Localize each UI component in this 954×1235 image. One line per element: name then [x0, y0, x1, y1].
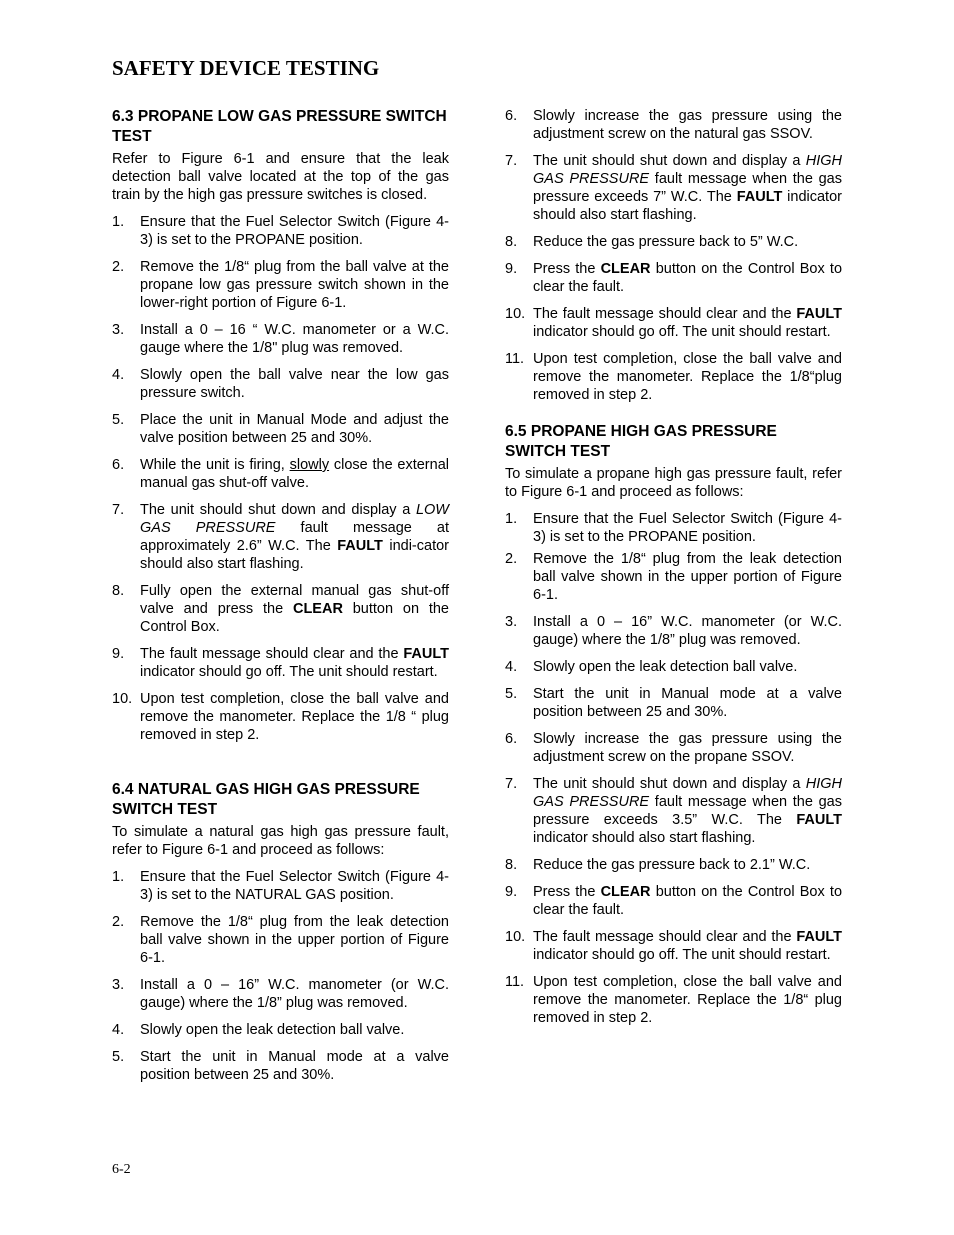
text-run: indi-cator should also start flashing. [140, 538, 449, 572]
list-item [505, 107, 842, 143]
section-6-4-continued [505, 107, 842, 404]
step-text: Install a 0 – 16” W.C. manometer (or W.C. gauge) where the 1/8” plug was removed. [533, 614, 842, 648]
text-run: Press the [533, 884, 601, 900]
section-intro: To simulate a propane high gas pressure fault, refer to Figure 6-1 and proceed as follows: [505, 466, 842, 500]
step-number: 10. [112, 691, 133, 707]
step-text: Install a 0 – 16 “ W.C. manometer or a W.C. gauge where the 1/8" plug was removed. [140, 322, 449, 356]
section-6-4 [112, 780, 449, 1084]
step-text: Slowly increase the gas pressure using the adjustment screw on the propane SSOV. [533, 731, 842, 765]
list-item [112, 1021, 449, 1039]
text-run: indicator should also start flashing. [533, 830, 756, 846]
list-item [112, 913, 449, 967]
text-run: The fault message should clear and the [533, 306, 797, 322]
step-number: 9. [505, 261, 518, 277]
step-text: Slowly increase the gas pressure using the adjustment screw on the natural gas SSOV. [533, 108, 842, 142]
section-6-5 [505, 422, 842, 1027]
section-heading: 6.3 PROPANE LOW GAS PRESSURE SWITCH TEST [112, 108, 447, 145]
text-run: close the external manual gas shut-off valve. [140, 457, 449, 491]
list-item [112, 582, 449, 636]
italic-text: HIGH GAS PRESSURE [533, 153, 842, 187]
list-item [505, 973, 842, 1027]
step-number: 6. [505, 108, 518, 124]
section-intro: To simulate a natural gas high gas pressure fault, refer to Figure 6-1 and proceed as follows: [112, 824, 449, 858]
step-number: 8. [112, 583, 125, 599]
step-number: 7. [505, 776, 518, 792]
list-item [505, 152, 842, 224]
step-text: Start the unit in Manual mode at a valve position between 25 and 30%. [533, 686, 842, 720]
step-number: 11. [505, 974, 525, 990]
step-text [533, 883, 842, 919]
step-number: 7. [112, 502, 125, 518]
bold-text: FAULT [736, 189, 783, 205]
text-run: indicator should go off. The unit should restart. [533, 947, 831, 963]
step-number: 6. [505, 731, 518, 747]
bold-text: CLEAR [600, 884, 651, 900]
step-number: 5. [112, 412, 125, 428]
step-text [533, 152, 842, 224]
text-run: While the unit is firing, [140, 457, 290, 473]
text-run: The unit should shut down and display a [140, 502, 416, 518]
step-text: Upon test completion, close the ball valve and remove the manometer. Replace the 1/8 “ plug removed in step 2. [140, 691, 449, 743]
right-column [505, 107, 842, 1036]
step-number: 7. [505, 153, 518, 169]
step-number: 8. [505, 234, 518, 250]
list-item [505, 685, 842, 721]
step-number: 5. [505, 686, 518, 702]
text-run: Fully open the external manual gas shut-off valve and press the [140, 583, 449, 617]
step-text [533, 305, 842, 341]
list-item [112, 1048, 449, 1084]
step-number: 1. [505, 511, 518, 527]
step-number: 1. [112, 869, 125, 885]
list-item [112, 868, 449, 904]
step-number: 4. [112, 1022, 125, 1038]
step-text: Slowly open the leak detection ball valve. [533, 659, 798, 675]
step-number: 3. [112, 977, 125, 993]
italic-text: HIGH GAS PRESSURE [533, 776, 842, 810]
section-heading: 6.4 NATURAL GAS HIGH GAS PRESSURE SWITCH TEST [112, 781, 420, 818]
step-number: 9. [112, 646, 125, 662]
text-run: fault message when the gas pressure exceeds 3.5” W.C. The [533, 794, 842, 828]
text-run: button on the Control Box to clear the fault. [533, 261, 843, 295]
bold-text: FAULT [337, 538, 383, 554]
step-number: 8. [505, 857, 518, 873]
text-run: button on the Control Box to clear the fault. [533, 884, 843, 918]
list-item [112, 258, 449, 312]
section-intro: Refer to Figure 6-1 and ensure that the leak detection ball valve located at the top of the gas train by the high gas pressure switches is closed. [112, 151, 449, 203]
text-run: button on the Control Box. [140, 601, 449, 635]
list-item [505, 928, 842, 964]
step-text: Remove the 1/8“ plug from the ball valve at the propane low gas pressure switch shown in the lower-right portion of Figure 6-1. [140, 259, 449, 311]
list-item [505, 550, 842, 604]
list-item [505, 775, 842, 847]
step-number: 6. [112, 457, 125, 473]
page-number: 6-2 [112, 1162, 131, 1177]
text-run: The fault message should clear and the [140, 646, 404, 662]
step-number: 1. [112, 214, 125, 230]
list-item [112, 411, 449, 447]
step-text: Slowly open the ball valve near the low gas pressure switch. [140, 367, 449, 401]
step-text: Slowly open the leak detection ball valve. [140, 1022, 405, 1038]
step-text [533, 928, 842, 964]
bold-text: FAULT [796, 812, 842, 828]
text-run: The unit should shut down and display a [533, 776, 806, 792]
step-text: Reduce the gas pressure back to 5” W.C. [533, 234, 799, 250]
text-run: Press the [533, 261, 601, 277]
list-item [112, 366, 449, 402]
text-run: fault message when the gas pressure exceeds 7” W.C. The [533, 171, 842, 205]
step-text: Ensure that the Fuel Selector Switch (Figure 4-3) is set to the NATURAL GAS position. [140, 869, 449, 903]
step-text: Start the unit in Manual mode at a valve position between 25 and 30%. [140, 1049, 449, 1083]
step-number: 9. [505, 884, 518, 900]
text-run: indicator should go off. The unit should restart. [533, 324, 831, 340]
section-6-3 [112, 107, 449, 744]
section-heading: 6.5 PROPANE HIGH GAS PRESSURE SWITCH TEST [505, 423, 777, 460]
step-number: 10. [505, 929, 526, 945]
list-item [112, 976, 449, 1012]
bold-text: CLEAR [292, 601, 343, 617]
step-text: Reduce the gas pressure back to 2.1” W.C. [533, 857, 811, 873]
step-text [140, 456, 449, 492]
list-item [112, 213, 449, 249]
step-text: Upon test completion, close the ball valve and remove the manometer. Replace the 1/8“plug removed in step 2. [533, 351, 842, 403]
step-number: 3. [505, 614, 518, 630]
step-text: Remove the 1/8“ plug from the leak detection ball valve shown in the upper portion of Figure 6-1. [140, 914, 449, 966]
step-number: 4. [505, 659, 518, 675]
step-text: Install a 0 – 16” W.C. manometer (or W.C. gauge) where the 1/8” plug was removed. [140, 977, 449, 1011]
left-column [112, 107, 449, 1093]
text-run: The fault message should clear and the [533, 929, 797, 945]
underlined-text: slowly [289, 457, 330, 473]
step-number: 11. [505, 351, 525, 367]
step-text [533, 775, 842, 847]
step-number: 5. [112, 1049, 125, 1065]
text-run: The unit should shut down and display a [533, 153, 806, 169]
italic-text: LOW GAS PRESSURE [140, 502, 449, 536]
step-text [533, 260, 842, 296]
list-item [505, 883, 842, 919]
step-text: Ensure that the Fuel Selector Switch (Figure 4-3) is set to the PROPANE position. [533, 511, 842, 545]
list-item [505, 730, 842, 766]
list-item [505, 305, 842, 341]
bold-text: FAULT [403, 646, 449, 662]
list-item [112, 645, 449, 681]
list-item [505, 510, 842, 546]
step-text: Ensure that the Fuel Selector Switch (Figure 4-3) is set to the PROPANE position. [140, 214, 449, 248]
step-number: 2. [505, 551, 518, 567]
step-number: 2. [112, 259, 125, 275]
list-item [112, 690, 449, 744]
step-text: Place the unit in Manual Mode and adjust the valve position between 25 and 30%. [140, 412, 449, 446]
list-item [505, 658, 842, 676]
bold-text: FAULT [796, 929, 842, 945]
step-number: 3. [112, 322, 125, 338]
list-item [112, 456, 449, 492]
list-item [505, 233, 842, 251]
step-text [140, 582, 449, 636]
step-number: 2. [112, 914, 125, 930]
list-item [505, 260, 842, 296]
list-item [112, 501, 449, 573]
bold-text: CLEAR [600, 261, 651, 277]
step-text [140, 645, 449, 681]
step-text [140, 501, 449, 573]
list-item [505, 350, 842, 404]
step-text: Upon test completion, close the ball valve and remove the manometer. Replace the 1/8“ plug removed in step 2. [533, 974, 842, 1026]
list-item [505, 856, 842, 874]
bold-text: FAULT [796, 306, 842, 322]
step-number: 10. [505, 306, 526, 322]
text-run: indicator should go off. The unit should restart. [140, 664, 438, 680]
step-text: Remove the 1/8“ plug from the leak detection ball valve shown in the upper portion of Figure 6-1. [533, 551, 842, 603]
list-item [112, 321, 449, 357]
page-title: SAFETY DEVICE TESTING [112, 56, 380, 80]
list-item [505, 613, 842, 649]
step-number: 4. [112, 367, 125, 383]
text-run: fault message at approximately 2.6” W.C. The [140, 520, 450, 554]
text-run: indicator should also start flashing. [533, 189, 842, 223]
